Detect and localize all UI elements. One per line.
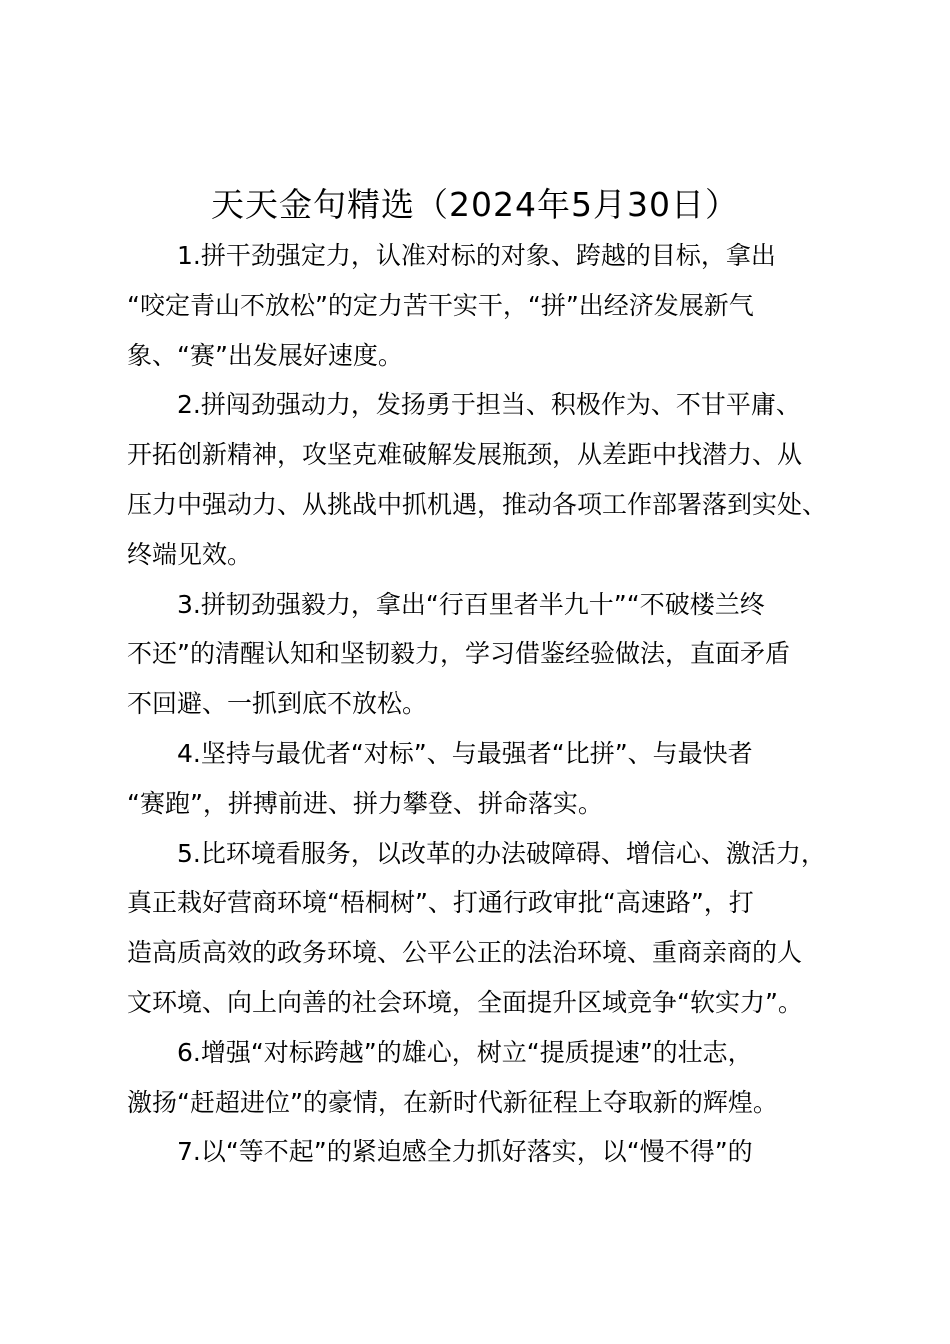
paragraph-line: 文环境、向上向善的社会环境，全面提升区域竞争“软实力”。	[127, 987, 803, 1017]
paragraph-line: 开拓创新精神，攻坚克难破解发展瓶颈，从差距中找潜力、从	[127, 440, 803, 470]
paragraph-first-line: 2.拼闯劲强动力，发扬勇于担当、积极作为、不甘平庸、	[177, 390, 801, 420]
document-title: 天天金句精选（2024年5月30日）	[211, 185, 739, 224]
paragraph-first-line: 7.以“等不起”的紧迫感全力抓好落实，以“慢不得”的	[177, 1137, 753, 1167]
paragraph-line: 终端见效。	[127, 539, 253, 569]
paragraph-first-line: 3.拼韧劲强毅力，拿出“行百里者半九十”“不破楼兰终	[177, 589, 765, 619]
paragraph-first-line: 1.拼干劲强定力，认准对标的对象、跨越的目标，拿出	[177, 241, 776, 270]
paragraph-line: 象、“赛”出发展好速度。	[127, 340, 403, 370]
paragraph-line: 真正栽好营商环境“梧桐树”、打通行政审批“高速路”，打	[127, 888, 754, 918]
paragraph-line: 激扬“赶超进位”的豪情，在新时代新征程上夺取新的辉煌。	[127, 1087, 778, 1117]
paragraph-line: 不回避、一抓到底不放松。	[127, 689, 428, 719]
document-body	[127, 231, 867, 1177]
paragraph-first-line: 4.坚持与最优者“对标”、与最强者“比拼”、与最快者	[177, 738, 753, 768]
paragraph-first-line: 5.比环境看服务，以改革的办法破障碍、增信心、激活力，	[177, 838, 826, 868]
paragraph-line: 造高质高效的政务环境、公平公正的法治环境、重商亲商的人	[127, 938, 803, 968]
paragraph-line: 压力中强动力、从挑战中抓机遇，推动各项工作部署落到实处、	[127, 489, 828, 519]
paragraph-first-line: 6.增强“对标跨越”的雄心，树立“提质提速”的壮志，	[177, 1037, 753, 1067]
paragraph-line: “咬定青山不放松”的定力苦干实干，“拼”出经济发展新气	[127, 290, 754, 320]
paragraph-line: “赛跑”，拼搏前进、拼力攀登、拼命落实。	[127, 788, 603, 818]
paragraph-line: 不还”的清醒认知和坚韧毅力，学习借鉴经验做法，直面矛盾	[127, 639, 790, 669]
